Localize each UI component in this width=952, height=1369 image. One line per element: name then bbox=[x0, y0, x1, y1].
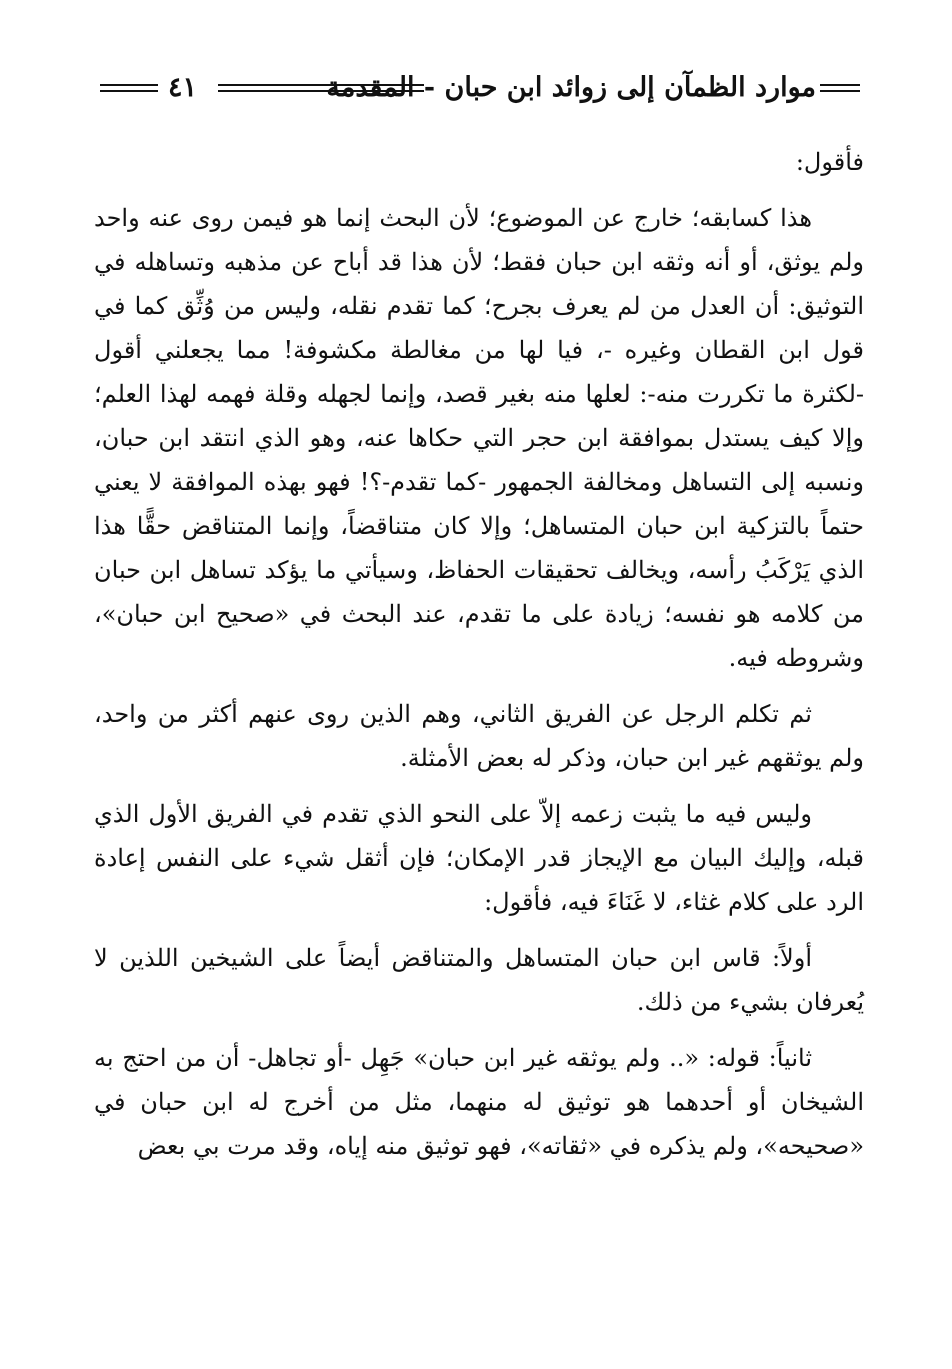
running-title: موارد الظمآن إلى زوائد ابن حبان - المقدمة bbox=[326, 72, 816, 103]
running-header bbox=[100, 66, 860, 114]
paragraph: ثم تكلم الرجل عن الفريق الثاني، وهم الذين روى عنهم أكثر من واحد، ولم يوثقهم غير ابن حبان، وذكر له بعض الأمثلة. bbox=[94, 700, 864, 772]
paragraph: هذا كسابقه؛ خارج عن الموضوع؛ لأن البحث إنما هو فيمن روى عنه واحد ولم يوثق، أو أنه وثقه ابن حبان فقط؛ لأن هذا قد أباح عن مذهبه وتساهله في التوثيق: أن العدل من لم يعرف بجرح؛ كما تقدم نقله، وليس من وُثِّق كما في قول ابن القطان وغيره -، فيا لها من مغالطة مكشوفة! مما يجعلني أقول -لكثرة ما تكررت منه-: لعلها منه بغير قصد، وإنما لجهله وقلة فهمه لهذا العلم؛ وإلا كيف يستدل بموافقة ابن حجر التي حكاها عنه، وهو الذي انتقد ابن حبان، ونسبه إلى التساهل ومخالفة الجمهور -كما تقدم-؟! فهو بهذه الموافقة لا يعني حتماً بالتزكية ابن حبان المتساهل؛ وإلا كان متناقضاً، وإنما المتناقض حقًّا هذا الذي يَرْكَبُ رأسه، ويخالف تحقيقات الحفاظ، وسيأتي ما يؤكد تساهل ابن حبان من كلامه هو نفسه؛ زيادة على ما تقدم، عند البحث في «صحيح ابن حبان»، وشروطه فيه. bbox=[94, 204, 865, 672]
paragraph: وليس فيه ما يثبت زعمه إلاّ على النحو الذي تقدم في الفريق الأول الذي قبله، وإليك البيان مع الإيجاز قدر الإمكان؛ فإن أثقل شيء على النفس إعادة الرد على كلام غثاء، لا غَنَاءَ فيه، فأقول: bbox=[94, 800, 864, 916]
page-number: ٤١ bbox=[168, 72, 198, 103]
paragraph: ثانياً: قوله: «.. ولم يوثقه غير ابن حبان» جَهِل -أو تجاهل- أن من احتج به الشيخان أو أحدهما هو توثيق له منهما، مثل من أخرج له ابن حبان في «صحيحه»، ولم يذكره في «ثقاته»، فهو توثيق منه إياه، وقد مرت بي بعض bbox=[94, 1044, 864, 1160]
header-rule-right bbox=[820, 84, 860, 92]
header-rule-left bbox=[100, 84, 158, 92]
body-text bbox=[94, 140, 864, 1168]
paragraph: أولاً: قاس ابن حبان المتساهل والمتناقض أيضاً على الشيخين اللذين لا يُعرفان بشيء من ذلك. bbox=[94, 944, 864, 1016]
paragraph: فأقول: bbox=[795, 148, 864, 176]
